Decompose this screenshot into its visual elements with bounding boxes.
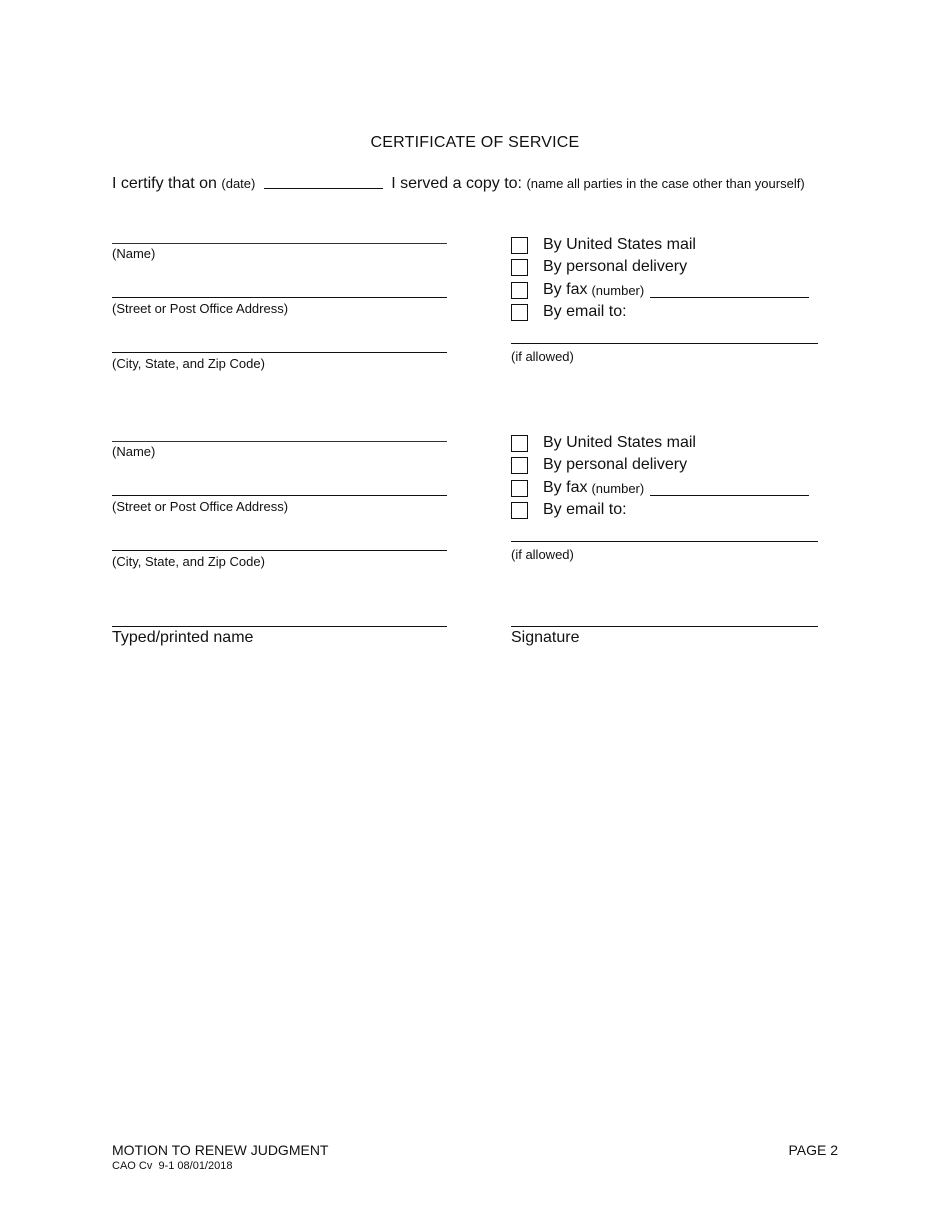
party2-city-label: (City, State, and Zip Code): [112, 554, 265, 569]
signature-field[interactable]: [511, 626, 818, 627]
certify-prefix: I certify that on: [112, 175, 217, 192]
party2-name-label: (Name): [112, 444, 156, 459]
date-label: (date): [221, 176, 256, 191]
party1-personal-label: By personal delivery: [543, 258, 688, 275]
party1-name-label: (Name): [112, 246, 156, 261]
party1-personal-checkbox[interactable]: [511, 259, 528, 276]
party2-mail-label: By United States mail: [543, 434, 696, 451]
party1-name-field[interactable]: [112, 243, 447, 244]
date-field[interactable]: [264, 174, 383, 189]
party1-fax-label: By fax: [543, 281, 588, 298]
party2-personal-label: By personal delivery: [543, 456, 688, 473]
party2-fax-label: By fax: [543, 479, 588, 496]
party1-fax-number-field[interactable]: [650, 283, 809, 298]
party2-email-label: By email to:: [543, 501, 627, 518]
party2-name-field[interactable]: [112, 441, 447, 442]
party1-method-email: [511, 303, 627, 321]
party2-fax-checkbox[interactable]: [511, 480, 528, 497]
party1-fax-checkbox[interactable]: [511, 282, 528, 299]
party1-method-fax: [511, 281, 809, 299]
party2-method-personal: [511, 456, 687, 474]
party1-method-personal: [511, 258, 687, 276]
party2-city-field[interactable]: [112, 550, 447, 551]
party2-street-field[interactable]: [112, 495, 447, 496]
served-label: I served a copy to:: [391, 175, 522, 192]
party1-email-field[interactable]: [511, 343, 818, 344]
party1-fax-number-label: (number): [591, 282, 645, 298]
party1-street-label: (Street or Post Office Address): [112, 301, 289, 316]
form-title: MOTION TO RENEW JUDGMENT: [112, 1142, 329, 1158]
party1-email-checkbox[interactable]: [511, 304, 528, 321]
parties-note: (name all parties in the case other than yourself): [526, 176, 805, 191]
party1-city-field[interactable]: [112, 352, 447, 353]
page-title: CERTIFICATE OF SERVICE: [370, 134, 580, 151]
party2-fax-number-label: (number): [591, 480, 645, 496]
party1-street-field[interactable]: [112, 297, 447, 298]
party1-mail-label: By United States mail: [543, 236, 696, 253]
typed-name-label: Typed/printed name: [112, 629, 254, 646]
party2-mail-checkbox[interactable]: [511, 435, 528, 452]
party2-method-mail: [511, 434, 696, 452]
party2-email-checkbox[interactable]: [511, 502, 528, 519]
party2-personal-checkbox[interactable]: [511, 457, 528, 474]
party2-method-fax: [511, 479, 809, 497]
form-code: CAO Cv 9-1 08/01/2018: [112, 1160, 233, 1172]
party1-city-label: (City, State, and Zip Code): [112, 356, 265, 371]
certify-statement: [112, 174, 805, 193]
party2-street-label: (Street or Post Office Address): [112, 499, 289, 514]
signature-label: Signature: [511, 629, 580, 646]
page-number: PAGE 2: [788, 1142, 838, 1158]
party2-email-field[interactable]: [511, 541, 818, 542]
party1-email-label: By email to:: [543, 303, 627, 320]
party2-fax-number-field[interactable]: [650, 481, 809, 496]
party2-method-email: [511, 501, 627, 519]
party1-mail-checkbox[interactable]: [511, 237, 528, 254]
party2-if-allowed-label: (if allowed): [511, 547, 574, 562]
typed-name-field[interactable]: [112, 626, 447, 627]
party1-if-allowed-label: (if allowed): [511, 349, 574, 364]
party1-method-mail: [511, 236, 696, 254]
